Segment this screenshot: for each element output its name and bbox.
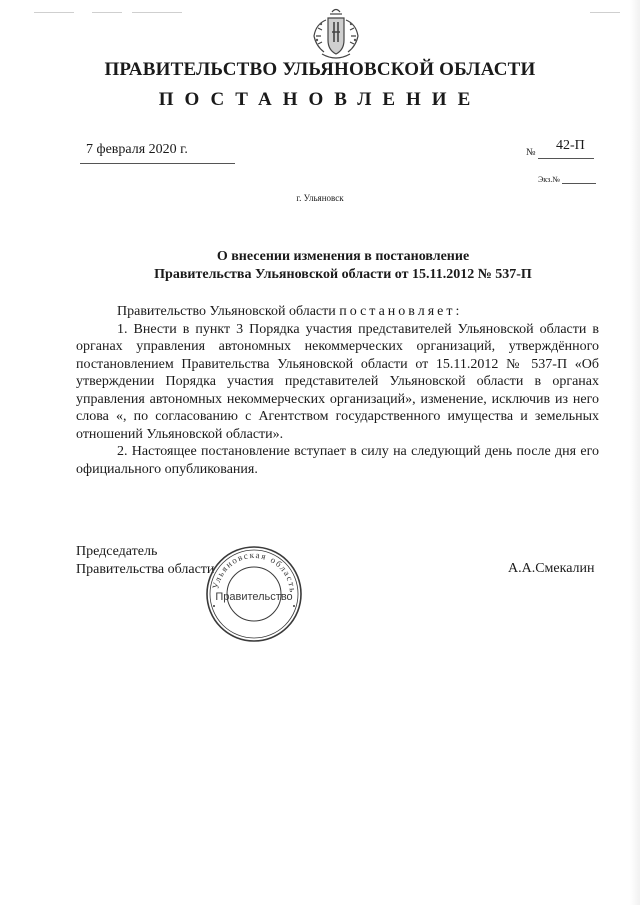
document-number: 42-П [556, 138, 585, 153]
document-subject [76, 248, 610, 284]
city: г. Ульяновск [296, 193, 344, 203]
signer-position-line-2: Правительства области [76, 561, 215, 577]
scan-mark [92, 12, 122, 13]
subject-line-2: Правительства Ульяновской области от 15.11.2012 № 537-П [154, 267, 532, 282]
date-underline [80, 163, 235, 164]
paragraph-1: 1. Внести в пункт 3 Порядка участия представителей Ульяновской области в органах управления автономных некоммерческих организаций, утверждённого постановлением Правительства Ульяновской области от 15.11.2012 № 537-П «Об утверждении Порядка участия представителей Ульяновской области в органах управления автономных некоммерческих организаций», изменение, исключив из него слова «, по согласованию с Агентством государственного имущества и земельных отношений Ульяновской области». [76, 321, 599, 442]
seal-ring-text: Ульяновская область [210, 549, 299, 594]
subject-line-1: О внесении изменения в постановление [216, 249, 470, 264]
seal-center-text: Правительство [215, 591, 293, 603]
scan-mark [590, 12, 620, 13]
signer-position-line-1: Председатель [76, 544, 158, 559]
government-title: ПРАВИТЕЛЬСТВО УЛЬЯНОВСКОЙ ОБЛАСТИ [104, 59, 536, 80]
preamble-lead: Правительство Ульяновской области [117, 304, 340, 319]
paragraph-2: 2. Настоящее постановление вступает в силу на следующий день после дня его официального опубликования. [76, 444, 599, 477]
scan-mark [34, 12, 74, 13]
preamble-verb: постановляет: [339, 304, 463, 319]
signer-name: А.А.Смекалин [508, 561, 595, 576]
number-sign: № [526, 147, 536, 158]
round-seal-icon [204, 544, 304, 644]
scan-mark [132, 12, 182, 13]
number-underline [538, 158, 594, 159]
document-body [76, 303, 599, 478]
preamble [76, 303, 599, 321]
document-date: 7 февраля 2020 г. [86, 142, 188, 157]
document-type: ПОСТАНОВЛЕНИЕ [158, 89, 482, 110]
coat-of-arms-icon [304, 6, 368, 62]
scan-edge-shadow [630, 0, 640, 905]
signer-position [76, 543, 214, 578]
svg-text:Ульяновская область [210, 550, 298, 594]
copy-number-label: Экз.№ [538, 175, 560, 184]
copy-number-underline [562, 183, 596, 184]
